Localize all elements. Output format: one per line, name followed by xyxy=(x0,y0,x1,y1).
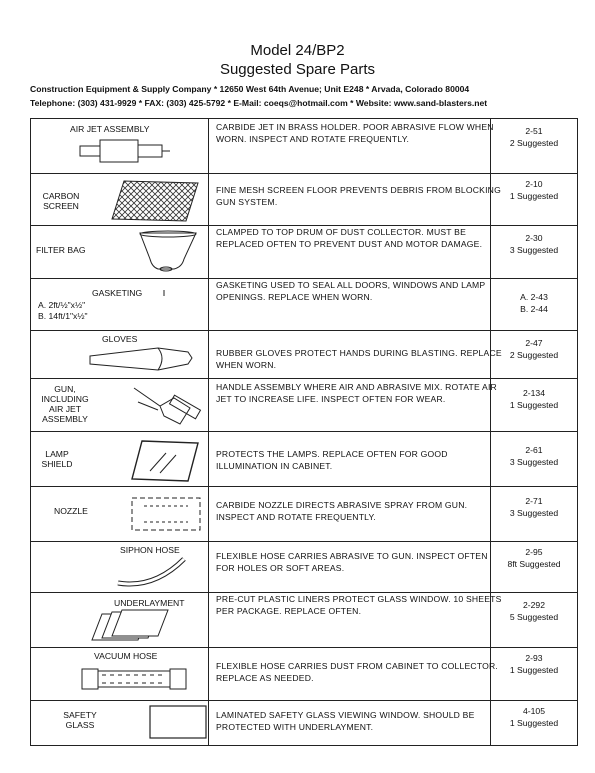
table-row xyxy=(30,541,578,592)
gun-icon xyxy=(130,384,210,435)
table-row xyxy=(30,225,578,278)
part-number: 2-61 xyxy=(525,445,543,455)
part-name: AIR JET ASSEMBLY xyxy=(70,124,150,134)
part-number: 2-93 xyxy=(525,653,543,663)
part-name: CARBON SCREEN xyxy=(42,191,80,211)
suggested-qty: 1 Suggested xyxy=(509,665,559,675)
underlayment-icon xyxy=(92,610,172,649)
page-subtitle: Suggested Spare Parts xyxy=(219,61,376,78)
part-description: GASKETING USED TO SEAL ALL DOORS, WINDOWS AND LAMP OPENINGS. REPLACE WHEN WORN. xyxy=(216,280,486,302)
suggested-qty: 2 Suggested xyxy=(509,350,559,360)
part-number: 2-71 xyxy=(525,496,543,506)
suggested-qty: 8ft Suggested xyxy=(507,559,561,569)
gasket-size-b: B. 14ft/1"x½" xyxy=(38,311,88,321)
part-name: NOZZLE xyxy=(54,506,88,516)
part-number: 2-30 xyxy=(525,233,543,243)
part-description: PROTECTS THE LAMPS. REPLACE OFTEN FOR GOOD ILLUMINATION IN CABINET. xyxy=(216,449,448,471)
parts-table xyxy=(30,118,578,746)
suggested-qty: 3 Suggested xyxy=(509,245,559,255)
safety-glass-icon xyxy=(148,704,208,745)
table-row xyxy=(30,118,578,173)
filter-bag-icon xyxy=(138,229,198,280)
part-number: 4-105 xyxy=(523,706,545,716)
table-row xyxy=(30,330,578,378)
table-row xyxy=(30,431,578,486)
part-name: SAFETY GLASS xyxy=(63,710,97,730)
part-name: VACUUM HOSE xyxy=(94,651,158,661)
air-jet-icon xyxy=(70,136,190,173)
page-title: Model 24/BP2 xyxy=(250,42,345,59)
mesh-screen-icon xyxy=(110,179,200,228)
part-name: SIPHON HOSE xyxy=(120,545,180,555)
suggested-qty: 3 Suggested xyxy=(509,508,559,518)
part-description: FINE MESH SCREEN FLOOR PREVENTS DEBRIS FROM BLOCKING GUN SYSTEM. xyxy=(216,185,501,207)
part-number: 2-292 xyxy=(523,600,545,610)
part-number: 2-51 xyxy=(525,126,543,136)
part-name: GUN, INCLUDING AIR JET ASSEMBLY xyxy=(41,384,89,424)
part-description: RUBBER GLOVES PROTECT HANDS DURING BLASTING. REPLACE WHEN WORN. xyxy=(216,348,502,370)
suggested-qty: 1 Suggested xyxy=(509,718,559,728)
part-number: 2-47 xyxy=(525,338,543,348)
suggested-qty: 1 Suggested xyxy=(509,400,559,410)
part-name: FILTER BAG xyxy=(36,245,86,255)
gasket-size-a: A. 2ft/½"x½" xyxy=(38,300,86,310)
company-address: Construction Equipment & Supply Company * 12650 West 64th Avenue; Unit E248 * Arvada, Colorado 80004 xyxy=(30,84,470,94)
table-row xyxy=(30,173,578,225)
suggested-qty: 3 Suggested xyxy=(509,457,559,467)
part-description: PRE-CUT PLASTIC LINERS PROTECT GLASS WINDOW. 10 SHEETS PER PACKAGE. REPLACE OFTEN. xyxy=(216,594,502,616)
part-description: CLAMPED TO TOP DRUM OF DUST COLLECTOR. MUST BE REPLACED OFTEN TO PREVENT DUST AND MOTOR DAMAGE. xyxy=(216,227,483,249)
table-row xyxy=(30,378,578,431)
part-description: CARBIDE JET IN BRASS HOLDER. POOR ABRASIVE FLOW WHEN WORN. INSPECT AND ROTATE FREQUENTLY. xyxy=(216,122,494,144)
part-name: GLOVES xyxy=(102,334,138,344)
part-number: A. 2-43 xyxy=(520,292,548,302)
part-name: UNDERLAYMENT xyxy=(114,598,185,608)
suggested-qty: 2 Suggested xyxy=(509,138,559,148)
glove-icon xyxy=(88,344,198,379)
suggested-qty: 1 Suggested xyxy=(509,191,559,201)
table-row xyxy=(30,278,578,330)
lamp-shield-icon xyxy=(130,439,200,488)
suggested-qty: B. 2-44 xyxy=(520,304,548,314)
part-number: 2-134 xyxy=(523,388,545,398)
siphon-hose-icon xyxy=(114,555,194,596)
table-row xyxy=(30,647,578,700)
part-number: 2-10 xyxy=(525,179,543,189)
suggested-qty: 5 Suggested xyxy=(509,612,559,622)
nozzle-icon xyxy=(130,496,202,537)
table-row xyxy=(30,592,578,647)
part-name: GASKETING xyxy=(92,288,143,298)
gasket-icon xyxy=(160,288,170,313)
part-name: LAMP SHIELD xyxy=(41,449,73,469)
vacuum-hose-icon xyxy=(80,665,190,698)
part-description: FLEXIBLE HOSE CARRIES DUST FROM CABINET TO COLLECTOR. REPLACE AS NEEDED. xyxy=(216,661,499,683)
table-row xyxy=(30,486,578,541)
part-description: FLEXIBLE HOSE CARRIES ABRASIVE TO GUN. INSPECT OFTEN FOR HOLES OR SOFT AREAS. xyxy=(216,551,488,573)
part-description: LAMINATED SAFETY GLASS VIEWING WINDOW. SHOULD BE PROTECTED WITH UNDERLAYMENT. xyxy=(216,710,475,732)
contact-info: Telephone: (303) 431-9929 * FAX: (303) 425-5792 * E-Mail: coeqs@hotmail.com * Website: www.sand-blasters.net xyxy=(30,98,488,108)
part-description: HANDLE ASSEMBLY WHERE AIR AND ABRASIVE MIX. ROTATE AIR JET TO INCREASE LIFE. INSPECT OFTEN FOR WEAR. xyxy=(216,382,497,404)
table-row xyxy=(30,700,578,745)
part-number: 2-95 xyxy=(525,547,543,557)
part-description: CARBIDE NOZZLE DIRECTS ABRASIVE SPRAY FROM GUN. INSPECT AND ROTATE FREQUENTLY. xyxy=(216,500,468,522)
